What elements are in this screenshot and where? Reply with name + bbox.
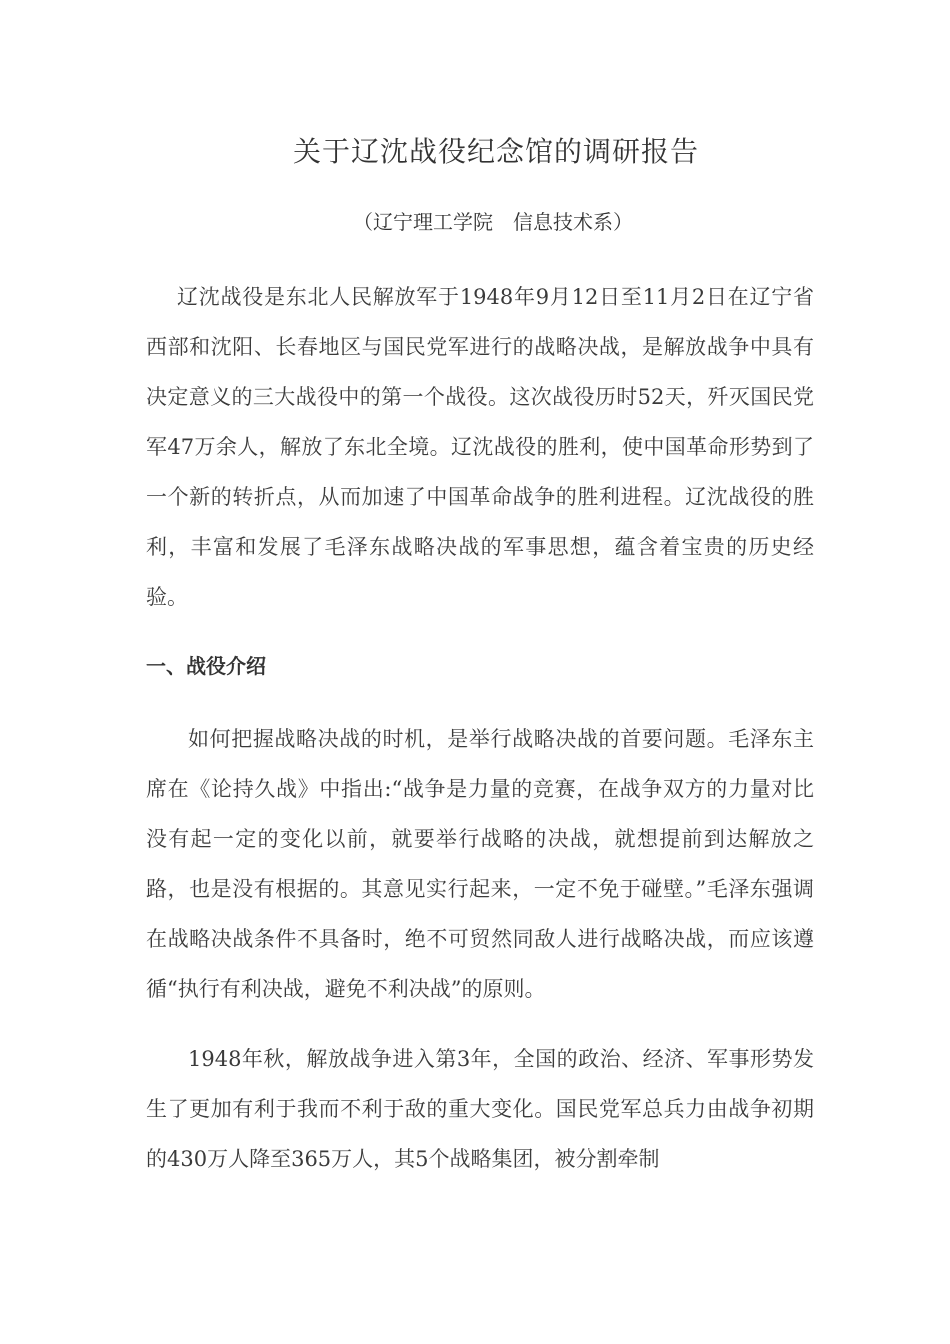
- paragraph-text: 1948年秋，解放战争进入第3年，全国的政治、经济、军事形势发生了更加有利于我而不利于敌的重大变化。国民党军总兵力由战争初期的430万人降至365万人，其5个战略集团，被分割牵制: [146, 1047, 814, 1171]
- section-heading: 一、战役介绍: [146, 654, 266, 678]
- document-title: 关于辽沈战役纪念馆的调研报告: [292, 135, 699, 168]
- document-subtitle: （辽宁理工学院 信息技术系）: [353, 210, 633, 234]
- paragraph-text: 如何把握战略决战的时机，是举行战略决战的首要问题。毛泽东主席在《论持久战》中指出:“战争是力量的竞赛，在战争双方的力量对比没有起一定的变化以前，就要举行战略的决战，就想提前到达解放之路，也是没有根据的。其意见实行起来，一定不免于碰壁。”毛泽东强调在战略决战条件不具备时，绝不可贸然同敌人进行战略决战，而应该遵循“执行有利决战，避免不利决战”的原则。: [146, 727, 814, 1001]
- intro-paragraph: [146, 272, 814, 622]
- paragraph-text: 辽沈战役是东北人民解放军于1948年9月12日至11月2日在辽宁省西部和沈阳、长春地区与国民党军进行的战略决战，是解放战争中具有决定意义的三大战役中的第一个战役。这次战役历时52天，歼灭国民党军47万余人，解放了东北全境。辽沈战役的胜利，使中国革命形势到了一个新的转折点，从而加速了中国革命战争的胜利进程。辽沈战役的胜利，丰富和发展了毛泽东战略决战的军事思想，蕴含着宝贵的历史经验。: [146, 285, 814, 609]
- section-paragraph-1: [146, 714, 814, 1014]
- section-paragraph-2: [146, 1034, 814, 1184]
